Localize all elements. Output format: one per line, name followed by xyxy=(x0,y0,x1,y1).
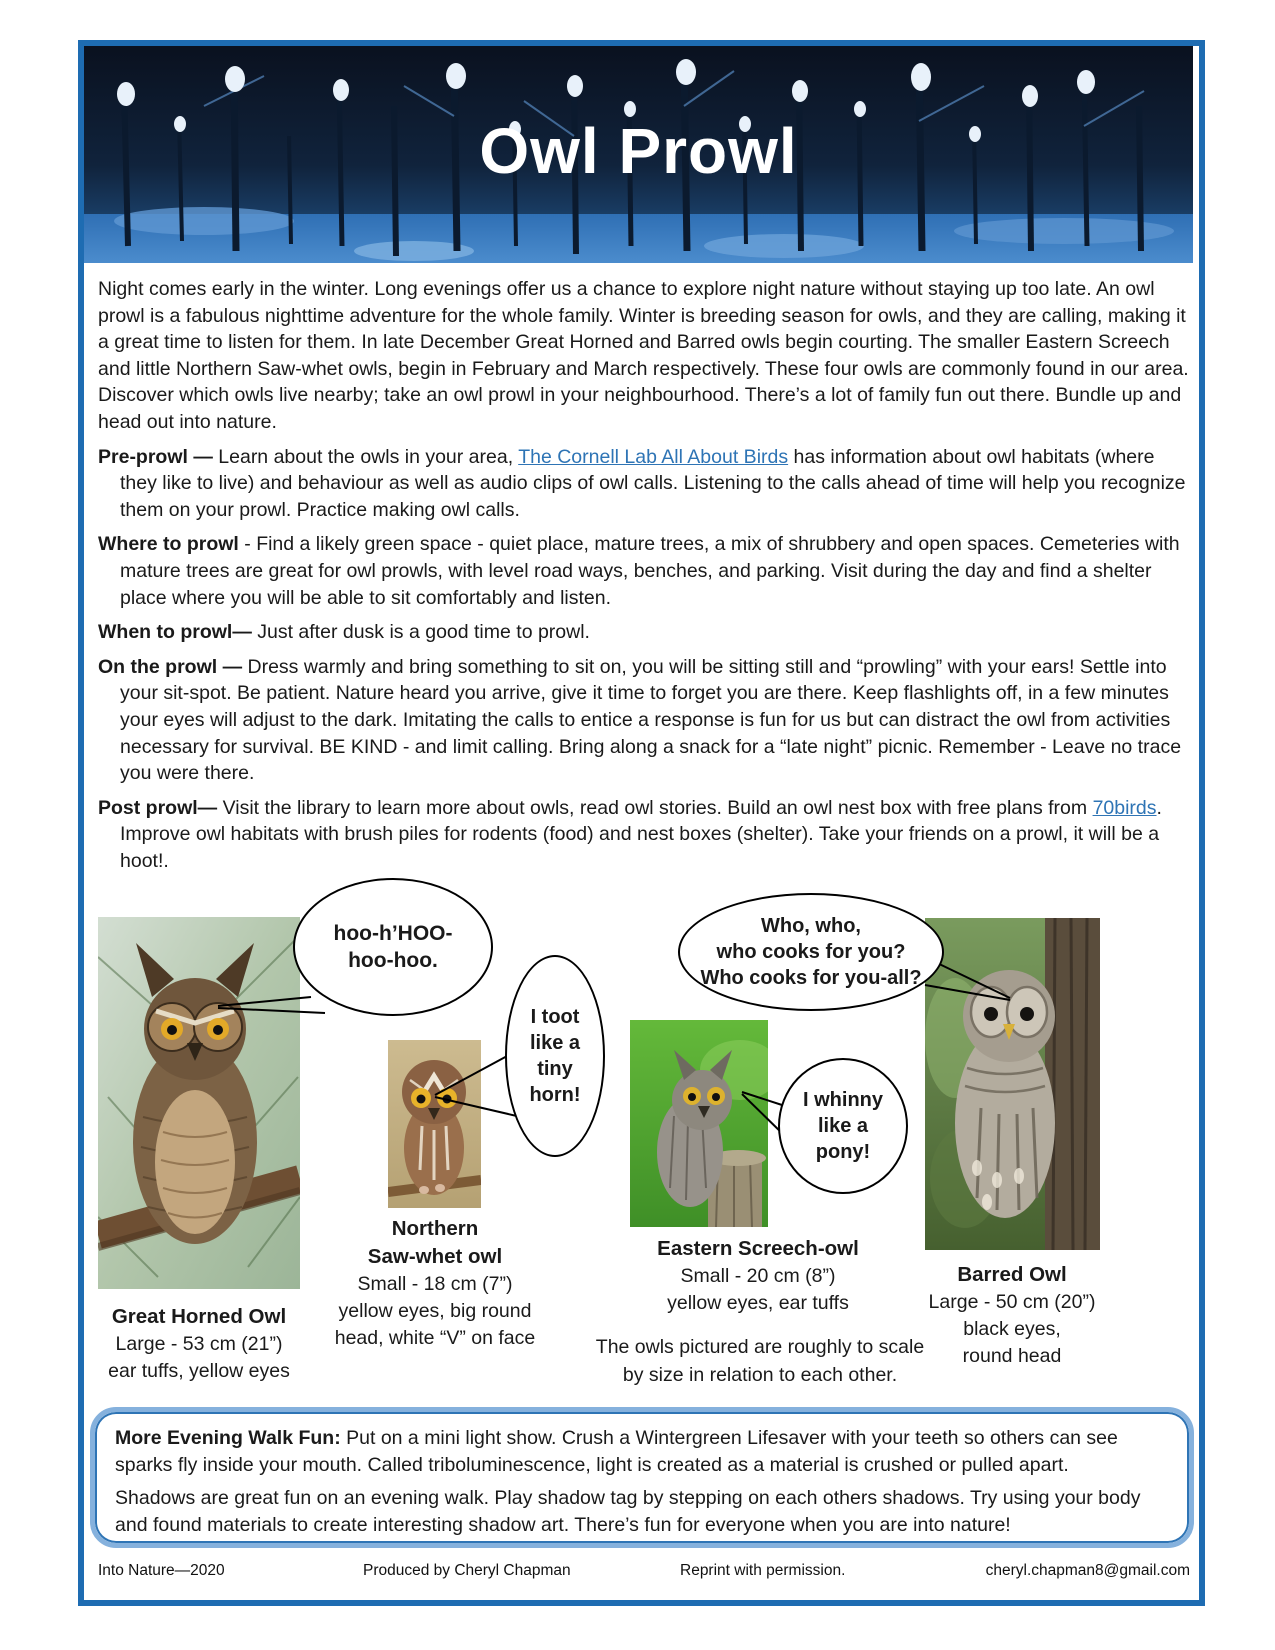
evening-walk-fun-box xyxy=(90,1407,1194,1548)
saw-whet-owl-speech-bubble xyxy=(505,955,605,1157)
when-to-prowl-text: Just after dusk is a good time to prowl. xyxy=(257,621,590,644)
owl-size: Large - 53 cm (21”) xyxy=(115,1333,283,1355)
body-text xyxy=(98,276,1190,882)
pre-prowl-paragraph xyxy=(98,444,1190,524)
fun-box-paragraph-2: Shadows are great fun on an evening walk. Play shadow tag by stepping on each others shadows. Try using your body and found materials to create interesting shadow art. There’s fun for everyone when you are into nature! xyxy=(115,1487,1141,1536)
bubble-line: who cooks for you? xyxy=(716,941,906,963)
fun-box-label: More Evening Walk Fun: xyxy=(115,1427,341,1449)
pre-prowl-label: Pre-prowl xyxy=(98,445,188,468)
bubble-line: like a xyxy=(529,1032,581,1054)
owl-features: round head xyxy=(962,1345,1062,1367)
cornell-lab-link[interactable]: The Cornell Lab All About Birds xyxy=(518,445,789,468)
seventybirds-link[interactable]: 70birds xyxy=(1092,796,1157,819)
bubble-line: horn! xyxy=(529,1084,581,1106)
owl-features: black eyes, xyxy=(963,1318,1061,1340)
where-to-prowl-label: Where to prowl xyxy=(98,533,239,556)
scale-note-line: The owls pictured are roughly to scale xyxy=(595,1336,925,1358)
footer xyxy=(98,1562,1190,1586)
screech-owl-speech-bubble xyxy=(778,1058,908,1194)
owl-name: Saw-whet owl xyxy=(367,1245,503,1268)
owl-name: Northern xyxy=(391,1217,479,1240)
when-to-prowl-paragraph xyxy=(98,619,1190,646)
screech-owl-photo xyxy=(630,1020,768,1227)
fun-box-text-1: Put on a mini light show. Crush a Wintergreen Lifesaver with your teeth so others can see sparks fly inside your mouth. Called triboluminescence, light is created as a material is crushed or pulled apart. xyxy=(115,1427,1118,1476)
bubble-line: hoo-h’HOO- xyxy=(333,922,453,945)
bubble-line: hoo-hoo. xyxy=(348,949,438,972)
pre-prowl-text-after: has information about owl habitats (where they like to live) and behaviour as well as audio clips of owl calls. Listening to the calls ahead of time will help you recognize them on your prowl. Practice making owl calls. xyxy=(120,445,1186,521)
where-to-prowl-paragraph xyxy=(98,531,1190,611)
barred-owl-speech-bubble xyxy=(678,893,944,1011)
on-the-prowl-paragraph xyxy=(98,654,1190,787)
on-the-prowl-text: Dress warmly and bring something to sit on, you will be sitting still and “prowling” with your ears! Settle into your sit-spot. Be patient. Nature heard you arrive, give it time to forget you are there. Keep flashlights off, in a few minutes your eyes will adjust to the dark. Imitating the calls to entice a response is fun for us but can distract the owl from activities necessary for survival. BE KIND - and limit calling. Bring along a snack for a “late night” picnic. Remember - Leave no trace you were there. xyxy=(120,655,1182,785)
bubble-line: Who cooks for you-all? xyxy=(700,967,922,989)
pre-prowl-dash: — xyxy=(187,445,219,468)
owl-features: ear tuffs, yellow eyes xyxy=(108,1360,290,1382)
where-to-prowl-dash: - xyxy=(238,533,257,556)
where-to-prowl-text: Find a likely green space - quiet place, mature trees, a mix of shrubbery and open spaces. Cemeteries with mature trees are great for owl prowls, with level road ways, benches, and parking. Visit during the day and find a shelter place where you will be able to sit comfortably and listen. xyxy=(120,533,1180,609)
page-title: Owl Prowl xyxy=(479,115,798,187)
owl-features: yellow eyes, big round xyxy=(338,1300,532,1322)
post-prowl-label: Post prowl xyxy=(98,796,198,819)
saw-whet-owl-photo xyxy=(388,1040,481,1208)
barred-owl-illustration xyxy=(925,918,1100,1250)
fun-box-paragraph-1 xyxy=(115,1425,1169,1478)
owl-name: Great Horned Owl xyxy=(111,1305,287,1328)
bubble-line: pony! xyxy=(815,1141,871,1163)
screech-owl-caption xyxy=(613,1235,903,1317)
owl-size: Large - 50 cm (20”) xyxy=(928,1291,1096,1313)
pre-prowl-text-before: Learn about the owls in your area, xyxy=(218,445,519,468)
scale-note xyxy=(565,1333,955,1389)
bubble-line: I whinny xyxy=(803,1089,883,1111)
scale-note-line: by size in relation to each other. xyxy=(622,1364,898,1386)
owl-features: head, white “V” on face xyxy=(334,1327,536,1349)
owl-name: Eastern Screech-owl xyxy=(657,1237,859,1260)
bubble-line: I toot xyxy=(530,1006,580,1028)
saw-whet-owl-caption xyxy=(323,1215,547,1352)
owl-size: Small - 18 cm (7”) xyxy=(357,1273,513,1295)
great-horned-owl-photo xyxy=(98,917,300,1289)
owl-figures xyxy=(85,865,1195,1386)
intro-paragraph: Night comes early in the winter. Long evenings offer us a chance to explore night nature without staying up too late. An owl prowl is a fabulous nighttime adventure for the whole family. Winter is breeding season for owls, and they are calling, making it a great time to listen for them. In late December Great Horned and Barred owls begin courting. The smaller Eastern Screech and little Northern Saw-whet owls, begin in February and March respectively. These four owls are commonly found in our area. Discover which owls live nearby; take an owl prowl in your neighbourhood. There’s a lot of family fun out there. Bundle up and head out into nature. xyxy=(98,278,1189,433)
on-the-prowl-dash: — xyxy=(217,655,248,678)
post-prowl-text-before: Visit the library to learn more about owls, read owl stories. Build an owl nest box with free plans from xyxy=(222,796,1093,819)
owl-features: yellow eyes, ear tuffs xyxy=(667,1292,849,1314)
post-prowl-paragraph xyxy=(98,795,1190,875)
saw-whet-owl-illustration xyxy=(388,1040,481,1208)
owl-size: Small - 20 cm (8”) xyxy=(680,1265,836,1287)
when-to-prowl-label: When to prowl xyxy=(98,621,233,644)
great-horned-owl-illustration xyxy=(98,917,300,1289)
screech-owl-illustration xyxy=(630,1020,768,1227)
footer-permission: Reprint with permission. xyxy=(680,1562,846,1579)
on-the-prowl-label: On the prowl xyxy=(98,655,218,678)
bubble-line: tiny xyxy=(537,1058,573,1080)
post-prowl-text-after: . Improve owl habitats with brush piles for rodents (food) and nest boxes (shelter). Take your friends on a prowl, it will be a hoot!. xyxy=(120,796,1162,872)
great-horned-owl-speech-bubble xyxy=(293,878,493,1016)
footer-producer: Produced by Cheryl Chapman xyxy=(363,1562,571,1579)
post-prowl-dash: — xyxy=(197,796,223,819)
great-horned-owl-caption xyxy=(87,1303,311,1385)
owl-name: Barred Owl xyxy=(957,1263,1067,1286)
bubble-line: like a xyxy=(817,1115,869,1137)
footer-email: cheryl.chapman8@gmail.com xyxy=(985,1562,1190,1579)
when-to-prowl-dash: — xyxy=(232,621,258,644)
barred-owl-photo xyxy=(925,918,1100,1250)
bubble-line: Who, who, xyxy=(761,915,861,937)
header-image xyxy=(84,46,1193,263)
footer-publication: Into Nature—2020 xyxy=(98,1562,225,1579)
